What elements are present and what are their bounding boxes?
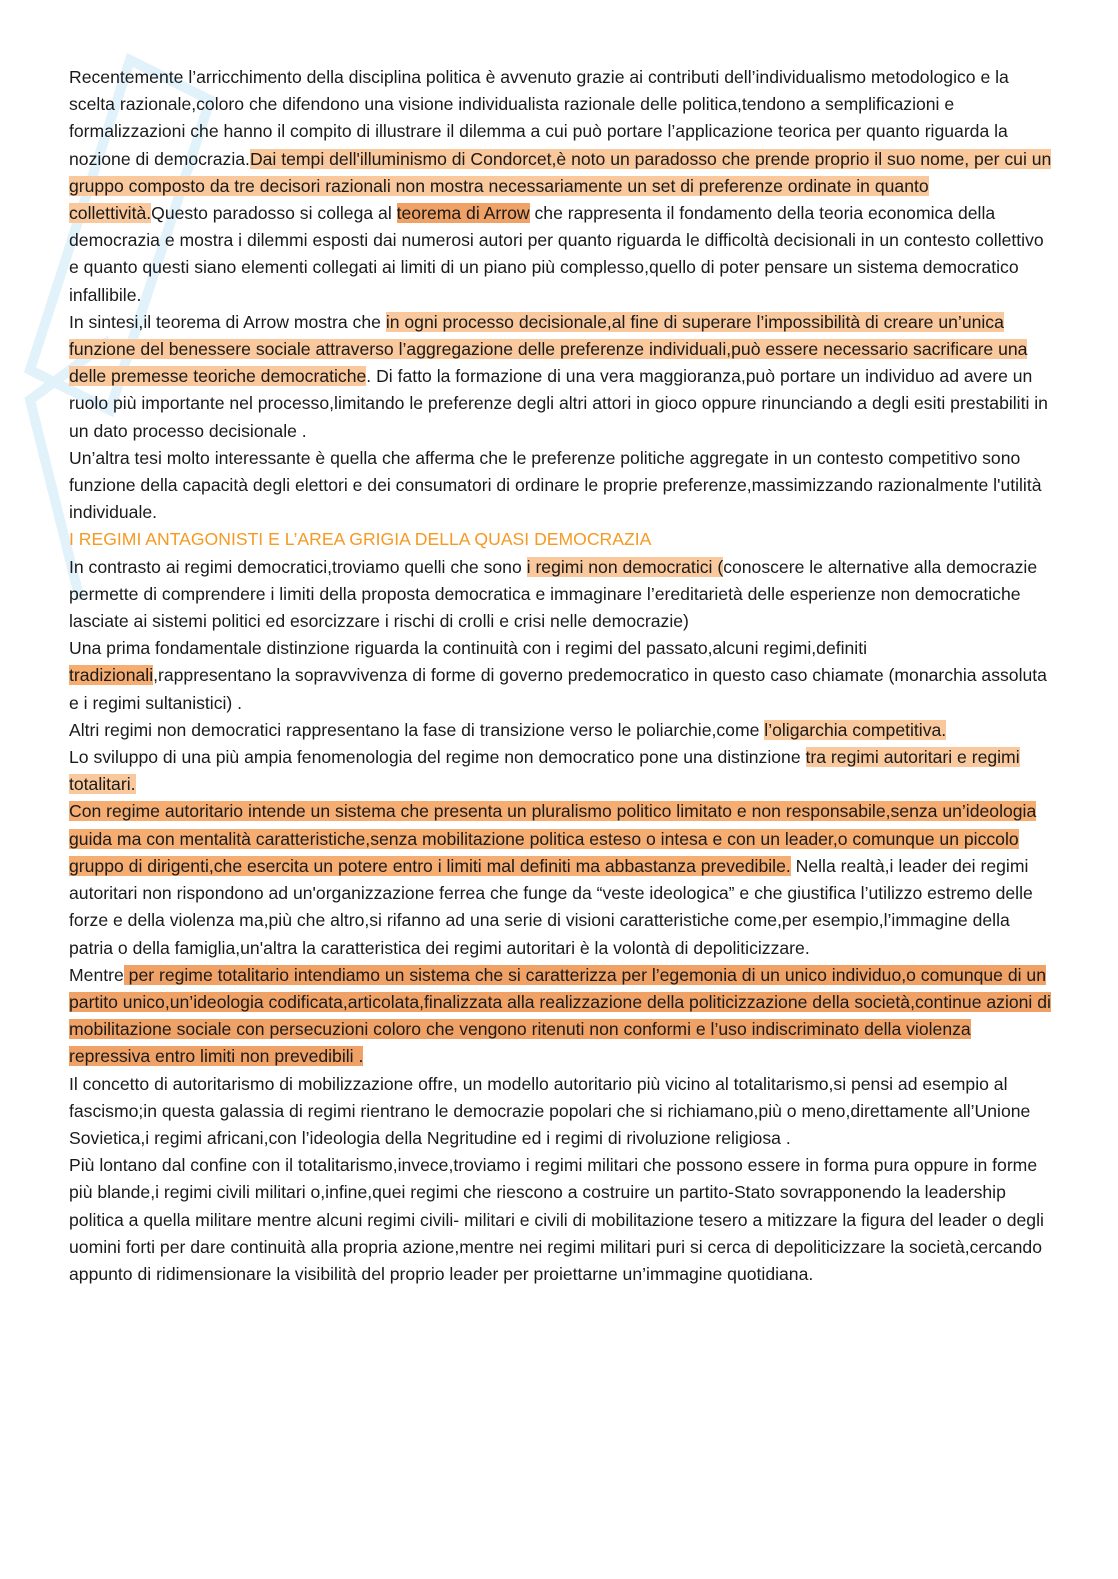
paragraph-arrow-theorem [69, 309, 1054, 445]
highlight-traditional: tradizionali [69, 665, 154, 686]
paragraph-totalitarian [69, 962, 1054, 1071]
paragraph-oligarchy [69, 717, 1054, 744]
text: che rappresenta il fondamento della teoria economica della democrazia e mostra i dilemmi esposti dai numerosi autori per quanto riguarda le difficoltà decisionali in un contesto collettivo e quanto questi siano elementi collegati ai limiti di un piano più complesso,quello di poter pensare un sistema democratico infallibile. [69, 203, 1044, 305]
section-heading: I REGIMI ANTAGONISTI E L’AREA GRIGIA DELLA QUASI DEMOCRAZIA [69, 529, 652, 550]
text: Una prima fondamentale distinzione riguarda la continuità con i regimi del passato,alcuni regimi,definiti [69, 638, 868, 659]
highlight-oligarchy: l’oligarchia competitiva. [764, 719, 947, 740]
text: . Di fatto la formazione di una vera maggioranza,può portare un individuo ad avere un ruolo più importante nel processo,limitando le preferenze degli altri attori in gioco oppure rinunciando a degli esiti prestabiliti in un dato processo decisionale . [69, 366, 1048, 441]
highlight-authoritarian: Con regime autoritario intende un sistema che presenta un pluralismo politico limitato e non responsabile,senza un’ideologia guida ma con mentalità caratteristiche,senza mobilitazione politica esteso o intesa e con un leader,o comunque un piccolo gruppo di dirigenti,che esercita un potere entro i limiti mal definiti ma abbastanza prevedibile. [69, 801, 1037, 876]
text: Nella realtà,i leader dei regimi autoritari non rispondono ad un'organizzazione ferrea che funge da “veste ideologica” e che giustifica l’utilizzo estremo delle forze e della violenza ma,più che altro,si rifanno ad una serie di visioni caratteristiche come,per esempio,l’immagine della patria o della famiglia,un'altra la caratteristica dei regimi autoritari è la volontà di depoliticizzare. [69, 855, 1033, 958]
paragraph-preferences: Un’altra tesi molto interessante è quella che afferma che le preferenze politiche aggregate in un contesto competitivo sono funzione della capacità degli elettori e dei consumatori di ordinare le proprie preferenze,massimizzando razionalmente l'utilità individuale. [69, 447, 1042, 523]
paragraph-military: Più lontano dal confine con il totalitarismo,invece,troviamo i regimi militari che possono essere in forma pura oppure in forme più blande,i regimi civili militari o,infine,quei regimi che riescono a costruire un partito-Stato sovrapponendo la leadership politica a quella militare mentre alcuni regimi civili- militari e civili di mobilitazione tesero a mitizzare la figura del leader o degli uomini forti per dare continuità alla propria azione,mentre nei regimi militari puri si cerca di depoliticizzare la società,cercando appunto di ridimensionare la visibilità del proprio leader per proiettarne un’immagine quotidiana. [69, 1155, 1044, 1284]
paragraph-non-democratic [69, 554, 1054, 636]
highlight-non-democratic: i regimi non democratici ( [526, 556, 724, 577]
highlight-arrow-summary: in ogni processo decisionale,al fine di superare l’impossibilità di creare un’unica funzione del benessere sociale attraverso l’aggregazione delle preferenze individuali,può essere necessario sacrificare una delle premesse teoriche democratiche [69, 311, 1028, 387]
text: Recentemente l’arricchimento della disciplina politica è avvenuto grazie ai contributi dell’individualismo metodologico e la scelta razionale,coloro che difendono una visione individualista razionale delle politica,tendono a semplificazioni e formalizzazioni che hanno il compito di illustrare il dilemma a cui può portare l’applicazione teorica per quanto riguarda la nozione di democrazia. [69, 67, 1009, 169]
paragraph-distinction [69, 744, 1054, 798]
text: conoscere le alternative alla democrazie permette di comprendere i limiti della proposta democratica e immaginare l’ereditarietà delle esperienze non democratiche lasciate ai sistemi politici ed esorcizzare i rischi di crolli e crisi nelle democrazie) [69, 556, 1038, 632]
paragraph-mobilization: Il concetto di autoritarismo di mobilizzazione offre, un modello autoritario più vicino al totalitarismo,si pensi ad esempio al fascismo;in questa galassia di regimi rientrano le democrazie popolari che si richiamano,più o meno,direttamente all’Unione Sovietica,i regimi africani,con l’ideologia della Negritudine ed i regimi di rivoluzione religiosa . [69, 1073, 1031, 1148]
highlight-condorcet: Dai tempi dell'illuminismo di Condorcet,è noto un paradosso che prende proprio il suo nome, per cui un gruppo composto da tre decisori razionali non mostra necessariamente un set di preferenze ordinate in quanto collettività. [69, 148, 1052, 224]
highlight-arrow: teorema di Arrow [396, 203, 530, 224]
paragraph-traditional [69, 635, 1054, 717]
text: Mentre [69, 964, 124, 985]
highlight-distinction: tra regimi autoritari e regimi totalitari. [69, 747, 1020, 795]
text: In contrasto ai regimi democratici,troviamo quelli che sono [69, 556, 527, 577]
paragraph-condorcet [69, 64, 1054, 309]
text: Lo sviluppo di una più ampia fenomenologia del regime non democratico pone una distinzione [69, 747, 806, 768]
highlight-totalitarian: per regime totalitario intendiamo un sistema che si caratterizza per l’egemonia di un unico individuo,o comunque di un partito unico,un’ideologia codificata,articolata,finalizzata alla realizzazione della politicizzazione della società,continue azioni di mobilitazione sociale con persecuzioni coloro che vengono ritenuti non conformi e l’uso indiscriminato della violenza repressiva entro limiti non prevedibili . [69, 964, 1051, 1067]
document-body [69, 64, 1054, 1288]
paragraph-authoritarian [69, 798, 1054, 961]
text: In sintesi,il teorema di Arrow mostra che [69, 311, 386, 332]
text: ,rappresentano la sopravvivenza di forme di governo predemocratico in questo caso chiamate (monarchia assoluta e i regimi sultanistici) . [69, 665, 1047, 713]
text: Altri regimi non democratici rappresentano la fase di transizione verso le poliarchie,come [69, 719, 765, 740]
text: Questo paradosso si collega al [151, 203, 397, 224]
